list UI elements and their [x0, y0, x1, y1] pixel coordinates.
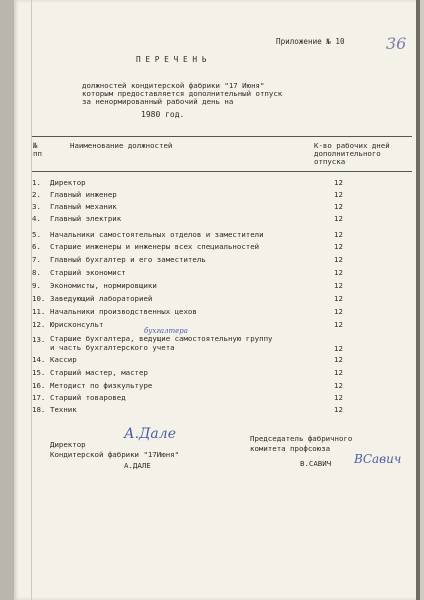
- row-number: 14.: [32, 355, 46, 364]
- table-row: [14, 281, 420, 293]
- row-days: 12: [334, 190, 343, 199]
- table-row: [14, 368, 420, 380]
- binding-strip: [0, 0, 14, 600]
- table-row: [14, 294, 420, 306]
- table-row: [14, 393, 420, 405]
- row-position: Кассир: [50, 355, 77, 364]
- row-position: Главный инженер: [50, 190, 117, 199]
- director-signature: А.Дале: [124, 426, 176, 442]
- row-number: 2.: [32, 190, 41, 199]
- chairman-name: В.САВИЧ: [300, 459, 332, 468]
- row-position: Главный бухгалтер и его заместитель: [50, 255, 206, 264]
- row-position: Начальники производственных цехов: [50, 307, 197, 316]
- row-days: 12: [334, 405, 343, 414]
- header-days: К-во рабочих дней дополнительного отпуска: [314, 141, 390, 166]
- row-days: 12: [334, 242, 343, 251]
- row-number: 5.: [32, 230, 41, 239]
- row-position: Юрисконсульт: [50, 320, 104, 329]
- handwritten-correction: бухгалтера: [144, 327, 188, 335]
- row-position: Главный электрик: [50, 214, 122, 223]
- row-number: 18.: [32, 405, 46, 414]
- row-position: Старшие бухгалтера, ведущие самостоятельную группу и часть бухгалтерского учета: [50, 334, 273, 352]
- row-position: Старший мастер, мастер: [50, 368, 148, 377]
- row-position: Директор: [50, 178, 86, 187]
- row-number: 3.: [32, 202, 41, 211]
- row-number: 9.: [32, 281, 41, 290]
- row-days: 12: [334, 281, 343, 290]
- row-number: 6.: [32, 242, 41, 251]
- row-days: 12: [334, 268, 343, 277]
- row-days: 12: [334, 178, 343, 187]
- table-row: [14, 230, 420, 242]
- table-header-rule: [32, 171, 412, 172]
- director-name: А.ДАЛЕ: [124, 461, 151, 470]
- subtitle-line: за ненормированный рабочий день на: [82, 97, 234, 106]
- row-position: Старший товаровед: [50, 393, 126, 402]
- row-days: 12: [334, 368, 343, 377]
- table-top-rule: [32, 136, 412, 137]
- subtitle-year: 1980 год.: [141, 110, 185, 119]
- row-number: 12.: [32, 320, 46, 329]
- row-position: Техник: [50, 405, 77, 414]
- table-row: [14, 307, 420, 319]
- row-days: 12: [334, 294, 343, 303]
- row-days: 12: [334, 393, 343, 402]
- row-number: 11.: [32, 307, 46, 316]
- row-days: 12: [334, 230, 343, 239]
- row-days: 12: [334, 320, 343, 329]
- appendix-label: Приложение № 10: [276, 37, 345, 46]
- row-number: 7.: [32, 255, 41, 264]
- header-number: № пп: [33, 141, 42, 158]
- handwritten-page-number: 36: [386, 34, 407, 53]
- row-position: Методист по физкультуре: [50, 381, 153, 390]
- table-row: [14, 320, 420, 332]
- header-name: Наименование должностей: [70, 141, 173, 150]
- table-row: [14, 242, 420, 254]
- subtitle-line: которым предоставляется дополнительный отпуск: [82, 89, 283, 98]
- row-position: Старший экономист: [50, 268, 126, 277]
- table-row: [14, 268, 420, 280]
- row-days: 12: [334, 381, 343, 390]
- table-row: [14, 405, 420, 417]
- row-number: 4.: [32, 214, 41, 223]
- row-days: 12: [334, 355, 343, 364]
- row-number: 10.: [32, 294, 46, 303]
- row-position: Старшие инженеры и инженеры всех специальностей: [50, 242, 260, 251]
- row-position: Главный механик: [50, 202, 117, 211]
- row-number: 13.: [32, 335, 46, 344]
- table-row: [14, 178, 420, 190]
- row-position: Экономисты, нормировщики: [50, 281, 157, 290]
- table-row: [14, 202, 420, 214]
- row-days: 12: [334, 202, 343, 211]
- row-number: 17.: [32, 393, 46, 402]
- document-title: П Е Р Е Ч Е Н Ь: [136, 55, 207, 64]
- table-row: [14, 255, 420, 267]
- director-title: Директор Кондитерской фабрики "17Июня": [50, 440, 180, 459]
- subtitle-line: должностей кондитерской фабрики "17 Июня": [82, 81, 265, 90]
- row-position: Начальники самостоятельных отделов и заместители: [50, 230, 264, 239]
- table-row: [14, 214, 420, 226]
- row-days: 12: [334, 214, 343, 223]
- row-position: Заведующий лабораторией: [50, 294, 153, 303]
- table-row: [14, 190, 420, 202]
- chairman-title: Председатель фабричного комитета профсоюза: [250, 434, 353, 453]
- row-days: 12: [334, 344, 343, 353]
- row-number: 8.: [32, 268, 41, 277]
- chairman-signature: ВСавич: [354, 452, 402, 466]
- row-days: 12: [334, 307, 343, 316]
- row-number: 16.: [32, 381, 46, 390]
- table-row: [14, 355, 420, 367]
- row-number: 1.: [32, 178, 41, 187]
- table-row: [14, 381, 420, 393]
- row-number: 15.: [32, 368, 46, 377]
- document-page: [14, 0, 420, 600]
- table-row: [14, 327, 420, 353]
- row-days: 12: [334, 255, 343, 264]
